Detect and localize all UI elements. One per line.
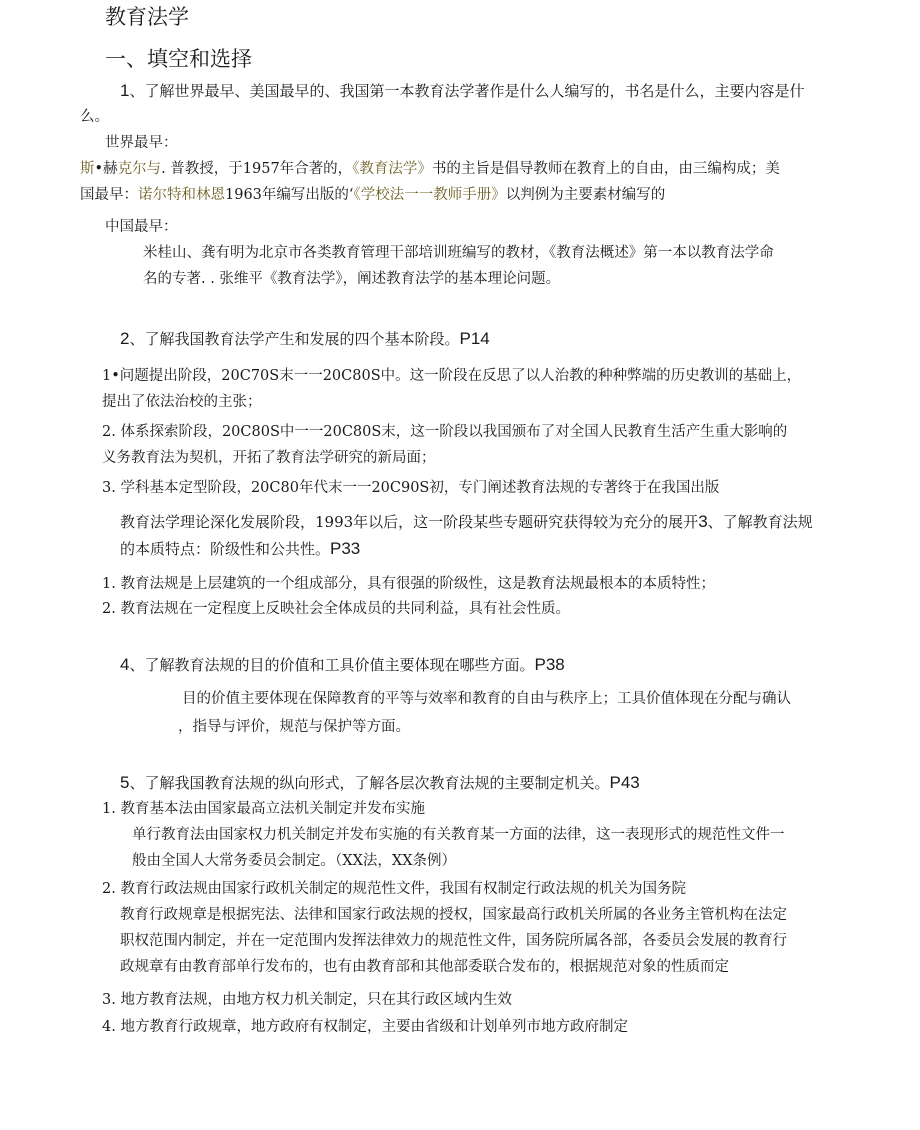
text: 国最早： [80,187,138,203]
stage-3: 3. 学科基本定型阶段，20C80年代末一一20C90S初，专门阐述教育法规的专著终于在我国出版 [102,480,720,496]
question-number: 5 [120,773,130,792]
china-earliest-label: 中国最早： [105,219,178,235]
highlight-text: 斯 [80,161,95,177]
q5-item-2-sub-3: 政规章有由教育部单行发布的，也有由教育部和其他部委联合发布的，根据规范对象的性质而定 [120,959,729,975]
q3-item-2: 2. 教育法规在一定程度上反映社会全体成员的共同利益，具有社会性质。 [102,601,570,617]
china-earliest-line-2: 名的专著. . 张维平《教育法学》，阐述教育法学的基本理论问题。 [143,271,561,287]
question-number: 2 [120,329,130,348]
document-title: 教育法学 [105,5,189,29]
q5-item-4: 4. 地方教育行政规章，地方政府有权制定，主要由省级和计划单列市地方政府制定 [102,1019,628,1035]
q5-item-1-sub-1: 单行教育法由国家权力机关制定并发布实施的有关教育某一方面的法律，这一表现形式的规范性文件一 [132,827,785,843]
question-text: 、了解教育法规 [707,513,813,531]
q5-item-2-sub-2: 职权范围内制定，并在一定范围内发挥法律效力的规范性文件，国务院所属各部，各委员会发展的教育行 [120,933,787,949]
book-title: 《学校法一一教师手册》 [353,187,506,203]
text: 以判例为主要素材编写的 [505,187,666,203]
page-ref: P14 [459,329,490,348]
question-number: 4 [120,655,130,674]
stage-2-line-1: 2. 体系探索阶段，20C80S中一一20C80S末，这一阶段以我国颁布了对全国人民教育生活产生重大影响的 [102,424,788,440]
question-number: 1 [120,81,130,100]
book-title: 《教育法学》 [352,161,432,177]
text: •赫 [94,161,118,177]
question-2 [120,329,490,349]
question-5 [120,773,640,793]
stage-1-line-2: 提出了依法治校的主张； [102,394,262,410]
question-text: 、了解教育法规的目的价值和工具价值主要体现在哪些方面。 [129,656,535,674]
text: 书的主旨是倡导教师在教育上的自由，由三编构成；美 [431,161,780,177]
question-number: 3 [698,512,708,531]
question-text: 、了解我国教育法学产生和发展的四个基本阶段。 [129,330,460,348]
stage-1-line-1: 1•问题提出阶段，20C70S末一一20C80S中。这一阶段在反思了以人治教的种种弊端的历史教训的基础上， [102,368,802,384]
stage-4-text: 教育法学理论深化发展阶段，1993年以后，这一阶段某些专题研究获得较为充分的展开 [120,513,699,531]
question-text: 的本质特点：阶级性和公共性。 [120,540,331,558]
question-4 [120,655,565,675]
q3-item-1: 1. 教育法规是上层建筑的一个组成部分，具有很强的阶级性，这是教育法规最根本的本质特性； [102,576,715,592]
question-text: 、了解我国教育法规的纵向形式，了解各层次教育法规的主要制定机关。 [129,774,610,792]
page-ref: P43 [609,773,640,792]
question-1-cont: 么。 [80,109,109,125]
text: 1963年编写出版的‘ [225,187,354,203]
stage-4-and-question-3 [120,512,813,532]
q4-answer-line-2: ，指导与评价，规范与保护等方面。 [178,719,410,735]
text: . 普教授，于1957年合著的， [161,161,353,177]
q5-item-3: 3. 地方教育法规，由地方权力机关制定，只在其行政区域内生效 [102,992,512,1008]
q5-item-1: 1. 教育基本法由国家最高立法机关制定并发布实施 [102,801,425,817]
q5-item-2: 2. 教育行政法规由国家行政机关制定的规范性文件，我国有权制定行政法规的机关为国务院 [102,881,686,897]
world-earliest-line-1 [80,159,780,179]
page-ref: P33 [330,539,361,558]
highlight-text: 克尔与 [117,161,162,177]
world-earliest-line-2 [80,185,665,205]
section-heading: 一、填空和选择 [105,47,252,71]
question-1 [120,81,804,101]
china-earliest-line-1: 米桂山、龚有明为北京市各类教育管理干部培训班编写的教材，《教育法概述》第一本以教育法学命 [143,245,774,261]
q5-item-2-sub-1: 教育行政规章是根据宪法、法律和国家行政法规的授权，国家最高行政机关所属的各业务主管机构在法定 [120,907,787,923]
highlight-text: 诺尔特和林恩 [138,187,225,203]
page-ref: P38 [534,655,565,674]
world-earliest-label: 世界最早： [105,135,178,151]
question-text: 、了解世界最早、美国最早的、我国第一本教育法学著作是什么人编写的，书名是什么，主要内容是什 [129,82,805,100]
q4-answer-line-1: 目的价值主要体现在保障教育的平等与效率和教育的自由与秩序上；工具价值体现在分配与确认 [182,691,791,707]
question-3-cont [120,539,360,559]
stage-2-line-2: 义务教育法为契机，开拓了教育法学研究的新局面； [102,450,436,466]
q5-item-1-sub-2: 般由全国人大常务委员会制定。（XX法，XX条例） [132,853,457,869]
